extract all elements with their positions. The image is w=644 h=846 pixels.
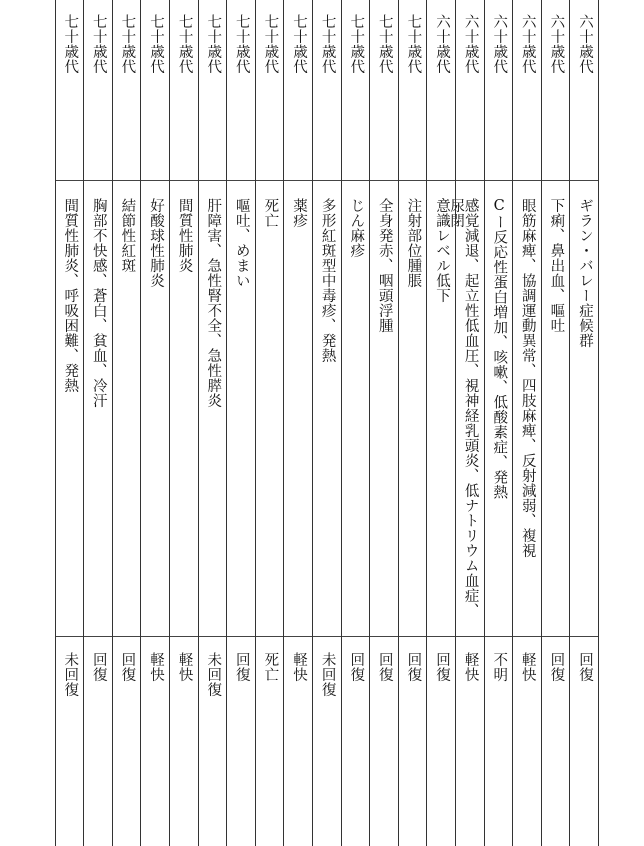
table-row xyxy=(312,0,342,846)
outcome-cell: 回復 xyxy=(433,652,450,682)
table-row xyxy=(426,0,456,846)
table-row xyxy=(398,0,428,846)
outcome-cell: 軽快 xyxy=(290,652,307,682)
age-cell: 六十歳代 xyxy=(548,14,565,74)
outcome-cell: 回復 xyxy=(405,652,422,682)
age-cell: 七十歳代 xyxy=(176,14,193,74)
age-cell: 六十歳代 xyxy=(491,14,508,74)
symptom-cell: じん麻疹 xyxy=(348,198,365,258)
symptom-cell: 下痢、鼻出血、嘔吐 xyxy=(548,198,565,333)
table-row xyxy=(569,0,599,846)
age-cell: 六十歳代 xyxy=(519,14,536,74)
age-cell: 七十歳代 xyxy=(233,14,250,74)
outcome-cell: 未回復 xyxy=(319,652,336,697)
table-row xyxy=(484,0,514,846)
table-row xyxy=(140,0,170,846)
symptom-cell: 多形紅斑型中毒疹、発熱 xyxy=(319,198,336,363)
table-row xyxy=(255,0,285,846)
outcome-cell: 軽快 xyxy=(519,652,536,682)
outcome-cell: 軽快 xyxy=(176,652,193,682)
table-row xyxy=(541,0,571,846)
symptom-cell: 死亡 xyxy=(262,198,279,228)
symptom-cell: 眼筋麻痺、協調運動異常、四肢麻痺、反射減弱、複視 xyxy=(519,198,536,558)
outcome-cell: 回復 xyxy=(119,652,136,682)
table-row xyxy=(512,0,542,846)
age-cell: 七十歳代 xyxy=(147,14,164,74)
table-row xyxy=(369,0,399,846)
symptom-cell: 間質性肺炎 xyxy=(176,198,193,273)
outcome-cell: 回復 xyxy=(376,652,393,682)
outcome-cell: 未回復 xyxy=(205,652,222,697)
outcome-cell: 死亡 xyxy=(262,652,279,682)
age-cell: 六十歳代 xyxy=(462,14,479,74)
table-row xyxy=(55,0,85,846)
table-row xyxy=(341,0,371,846)
table-row xyxy=(283,0,313,846)
outcome-cell: 回復 xyxy=(576,652,593,682)
symptom-cell: 間質性肺炎、呼吸困難、発熱 xyxy=(62,198,79,393)
outcome-cell: 未回復 xyxy=(62,652,79,697)
outcome-cell: 回復 xyxy=(348,652,365,682)
symptom-cell: 結節性紅斑 xyxy=(119,198,136,273)
age-cell: 六十歳代 xyxy=(576,14,593,74)
symptom-cell: 好酸球性肺炎 xyxy=(147,198,164,288)
outcome-cell: 回復 xyxy=(548,652,565,682)
symptom-cell: 胸部不快感、蒼白、貧血、冷汗 xyxy=(90,198,107,408)
outcome-cell: 回復 xyxy=(233,652,250,682)
symptom-cell: 薬疹 xyxy=(290,198,307,228)
symptom-cell: 意識レベル低下 xyxy=(433,198,450,303)
symptom-cell: Cー反応性蛋白増加、咳嗽、低酸素症、発熱 xyxy=(491,198,508,500)
symptom-cell: 全身発赤、咽頭浮腫 xyxy=(376,198,393,333)
age-cell: 七十歳代 xyxy=(119,14,136,74)
table-row xyxy=(112,0,142,846)
table-row xyxy=(448,0,485,846)
age-cell: 七十歳代 xyxy=(62,14,79,74)
age-cell: 七十歳代 xyxy=(348,14,365,74)
age-cell: 七十歳代 xyxy=(376,14,393,74)
age-cell: 七十歳代 xyxy=(90,14,107,74)
outcome-cell: 軽快 xyxy=(462,652,479,682)
symptom-cell: ギラン・バレー症候群 xyxy=(576,198,593,348)
symptom-cell: 感覚減退、起立性低血圧、視神経乳頭炎、低ナトリウム血症、尿閉 xyxy=(448,198,479,618)
table-row xyxy=(226,0,256,846)
age-cell: 七十歳代 xyxy=(319,14,336,74)
table-row xyxy=(198,0,228,846)
age-cell: 七十歳代 xyxy=(405,14,422,74)
age-cell: 七十歳代 xyxy=(290,14,307,74)
outcome-cell: 不明 xyxy=(491,652,508,682)
age-cell: 七十歳代 xyxy=(262,14,279,74)
symptom-cell: 嘔吐、めまい xyxy=(233,198,250,288)
table-row xyxy=(169,0,199,846)
symptom-cell: 肝障害、急性腎不全、急性膵炎 xyxy=(205,198,222,408)
age-cell: 七十歳代 xyxy=(205,14,222,74)
outcome-cell: 回復 xyxy=(90,652,107,682)
outcome-cell: 軽快 xyxy=(147,652,164,682)
symptom-cell: 注射部位腫脹 xyxy=(405,198,422,288)
table-row xyxy=(83,0,113,846)
age-cell: 六十歳代 xyxy=(433,14,450,74)
